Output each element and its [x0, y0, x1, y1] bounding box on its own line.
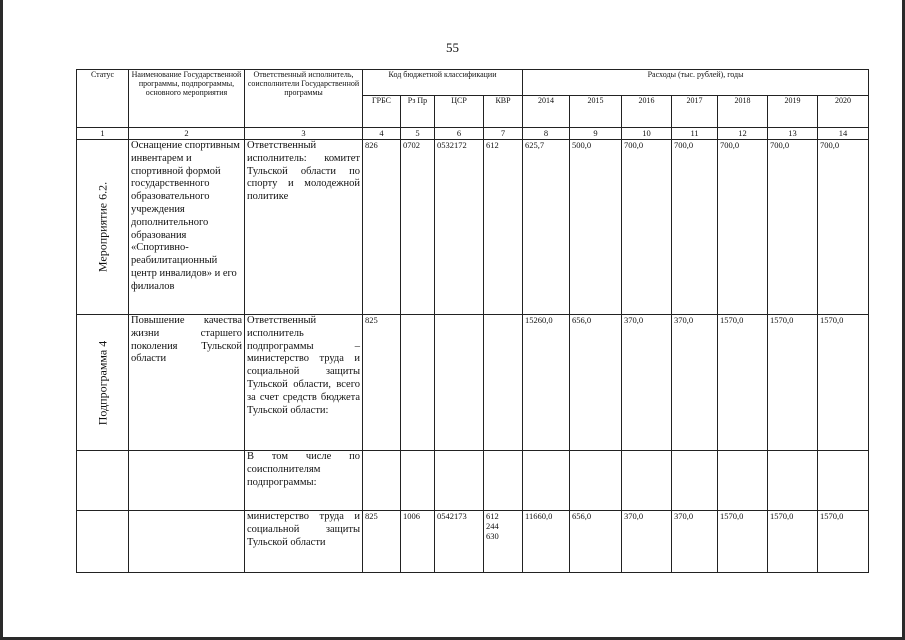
value-2020: 700,0	[818, 140, 869, 315]
value-2018: 1570,0	[718, 511, 768, 573]
col-number: 3	[245, 128, 363, 140]
header-grbs: ГРБС	[363, 96, 401, 128]
header-year-2018: 2018	[718, 96, 768, 128]
value-2015: 656,0	[570, 511, 622, 573]
value-2018	[718, 451, 768, 511]
name-cell	[129, 511, 245, 573]
rzpr-cell: 0702	[401, 140, 435, 315]
header-csr: ЦСР	[435, 96, 484, 128]
col-number: 14	[818, 128, 869, 140]
header-expenses: Расходы (тыс. рублей), годы	[523, 70, 869, 96]
value-2016	[622, 451, 672, 511]
col-number: 6	[435, 128, 484, 140]
header-name: Наименование Государственной программы, подпрограммы, основного мероприятия	[129, 70, 245, 128]
value-2017	[672, 451, 718, 511]
header-year-2017: 2017	[672, 96, 718, 128]
name-cell: Повышение качества жизни старшего поколения Тульской области	[129, 315, 245, 451]
value-2015: 500,0	[570, 140, 622, 315]
page-number: 55	[446, 40, 459, 55]
kvr-cell	[484, 315, 523, 451]
col-number: 1	[77, 128, 129, 140]
header-year-2020: 2020	[818, 96, 869, 128]
kvr-cell: 612	[484, 140, 523, 315]
value-2016: 370,0	[622, 511, 672, 573]
header-year-2015: 2015	[570, 96, 622, 128]
status-cell	[77, 140, 129, 315]
header-kvr: КВР	[484, 96, 523, 128]
header-year-2014: 2014	[523, 96, 570, 128]
table-row	[77, 511, 869, 573]
value-2014: 625,7	[523, 140, 570, 315]
value-2016: 700,0	[622, 140, 672, 315]
kvr-cell: 612 244 630	[484, 511, 523, 573]
grbs-cell: 825	[363, 511, 401, 573]
rzpr-cell: 1006	[401, 511, 435, 573]
col-number: 8	[523, 128, 570, 140]
rzpr-cell	[401, 315, 435, 451]
header-year-2019: 2019	[768, 96, 818, 128]
header-responsible: Ответственный исполнитель, соисполнители Государственной программы	[245, 70, 363, 128]
value-2019	[768, 451, 818, 511]
value-2019: 1570,0	[768, 315, 818, 451]
csr-cell: 0532172	[435, 140, 484, 315]
col-number: 5	[401, 128, 435, 140]
value-2015: 656,0	[570, 315, 622, 451]
col-number: 4	[363, 128, 401, 140]
budget-table	[76, 69, 869, 573]
csr-cell	[435, 315, 484, 451]
status-cell	[77, 315, 129, 451]
col-number: 10	[622, 128, 672, 140]
status-label: Подпрограмма 4	[95, 340, 109, 425]
value-2020: 1570,0	[818, 511, 869, 573]
status-label: Мероприятие 6.2.	[95, 181, 109, 273]
col-number: 11	[672, 128, 718, 140]
value-2019: 700,0	[768, 140, 818, 315]
kvr-cell	[484, 451, 523, 511]
value-2020	[818, 451, 869, 511]
table-row	[77, 140, 869, 315]
col-number: 12	[718, 128, 768, 140]
responsible-cell: В том числе по соисполнителям подпрограммы:	[245, 451, 363, 511]
value-2015	[570, 451, 622, 511]
name-cell: Оснащение спортивным инвентарем и спортивной формой государственного образовательного учреждения дополнительного образования «Спортивно-реабилитационный центр инвалидов» и его филиалов	[129, 140, 245, 315]
status-cell	[77, 451, 129, 511]
responsible-cell: Ответственный исполнитель подпрограммы – министерство труда и социальной защиты Тульской области, всего за счет средств бюджета Тульской области:	[245, 315, 363, 451]
grbs-cell: 825	[363, 315, 401, 451]
value-2017: 370,0	[672, 511, 718, 573]
col-number: 9	[570, 128, 622, 140]
value-2014: 15260,0	[523, 315, 570, 451]
col-number: 7	[484, 128, 523, 140]
rzpr-cell	[401, 451, 435, 511]
col-number: 13	[768, 128, 818, 140]
table-row	[77, 315, 869, 451]
header-status: Статус	[77, 70, 129, 128]
status-cell	[77, 511, 129, 573]
value-2019: 1570,0	[768, 511, 818, 573]
header-rzpr: Рз Пр	[401, 96, 435, 128]
responsible-cell: Ответственный исполнитель: комитет Тульской области по спорту и молодежной политике	[245, 140, 363, 315]
value-2018: 1570,0	[718, 315, 768, 451]
header-budget-code: Код бюджетной классификации	[363, 70, 523, 96]
responsible-cell: министерство труда и социальной защиты Тульской области	[245, 511, 363, 573]
value-2017: 370,0	[672, 315, 718, 451]
grbs-cell	[363, 451, 401, 511]
value-2020: 1570,0	[818, 315, 869, 451]
value-2016: 370,0	[622, 315, 672, 451]
name-cell	[129, 451, 245, 511]
csr-cell: 0542173	[435, 511, 484, 573]
table-row	[77, 451, 869, 511]
page-edge-left	[0, 0, 3, 640]
value-2014	[523, 451, 570, 511]
grbs-cell: 826	[363, 140, 401, 315]
header-year-2016: 2016	[622, 96, 672, 128]
col-number: 2	[129, 128, 245, 140]
value-2017: 700,0	[672, 140, 718, 315]
value-2014: 11660,0	[523, 511, 570, 573]
csr-cell	[435, 451, 484, 511]
value-2018: 700,0	[718, 140, 768, 315]
